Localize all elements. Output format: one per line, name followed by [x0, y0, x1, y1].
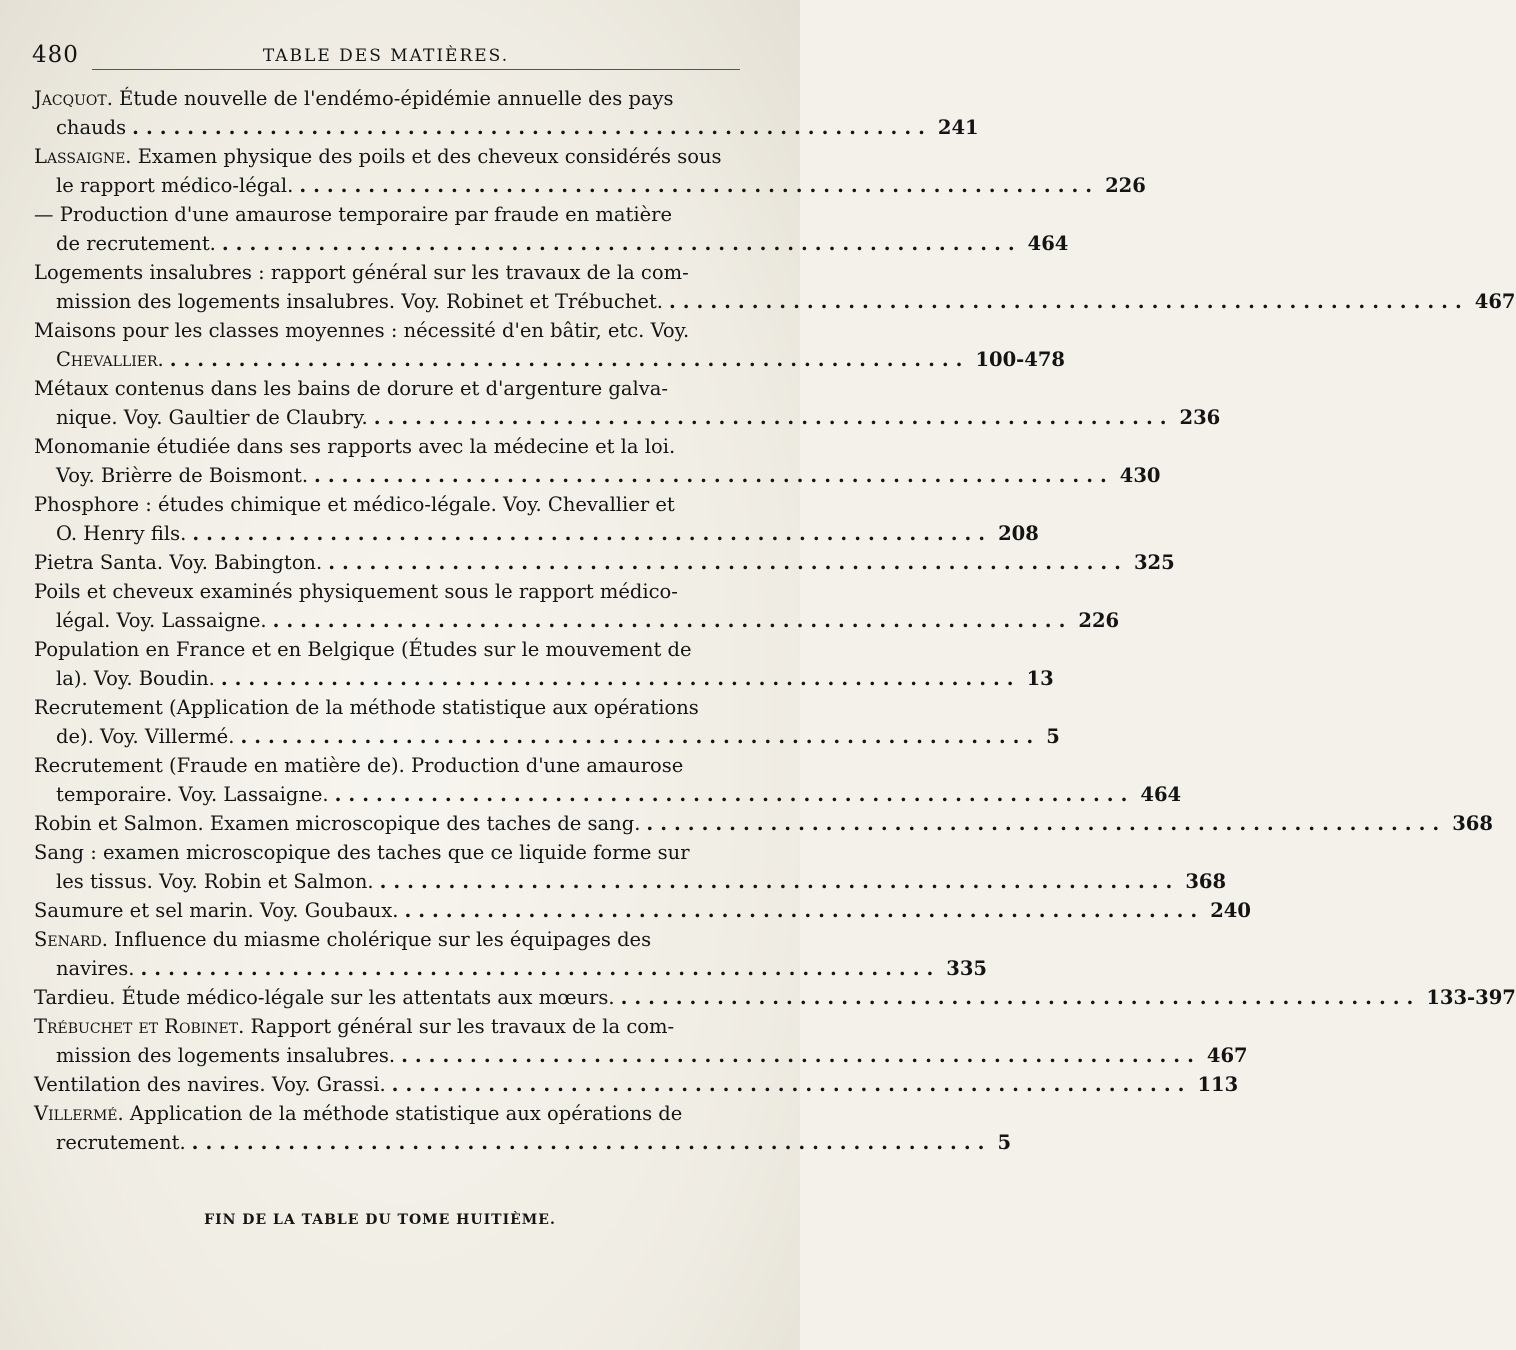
entry-head: Trébuchet et Robinet.: [34, 1015, 245, 1038]
dot-leader: ..........................................................: [620, 986, 1421, 1009]
entry-page: 368: [1185, 870, 1227, 893]
entry-text: Sang : examen microscopique des taches que ce liquide forme sur: [34, 841, 690, 864]
index-entry: [34, 200, 1069, 258]
index-entry: [34, 1070, 1239, 1099]
dot-leader: ..........................................................: [169, 348, 970, 371]
dot-leader: ..........................................................: [299, 174, 1100, 197]
index-entry: [34, 751, 1182, 809]
entry-page: 133-397: [1426, 986, 1516, 1009]
index-entry: [34, 896, 1251, 925]
dot-leader: ..........................................................: [314, 464, 1114, 487]
entry-page: 208: [998, 522, 1039, 545]
entry-page: 240: [1210, 899, 1251, 922]
dot-leader: ..........................................................: [373, 406, 1174, 429]
page-number: 480: [32, 42, 79, 68]
index-entry: [34, 838, 1227, 896]
entry-text-cont: Chevallier.: [56, 348, 164, 371]
entry-text-cont: temporaire. Voy. Lassaigne.: [56, 783, 329, 806]
entry-text: Rapport général sur les travaux de la com-: [244, 1015, 675, 1038]
entry-page: 241: [937, 116, 979, 139]
entry-page: 467: [1474, 290, 1516, 313]
entry-head: Lassaigne.: [34, 145, 132, 168]
entry-page: 226: [1105, 174, 1146, 197]
dot-leader: ..........................................................: [240, 725, 1041, 748]
entry-page: 325: [1133, 551, 1175, 574]
index-entry: [34, 548, 1175, 577]
dot-leader: ..........................................................: [404, 899, 1205, 922]
index-entry: [34, 577, 1120, 635]
index-entry: [34, 84, 979, 142]
running-title: TABLE DES MATIÈRES.: [262, 46, 510, 66]
entry-text: Recrutement (Application de la méthode statistique aux opérations: [34, 696, 699, 719]
entry-text: Poils et cheveux examinés physiquement sous le rapport médico-: [34, 580, 678, 603]
entry-text: Monomanie étudiée dans ses rapports avec la médecine et la loi.: [34, 435, 676, 458]
entry-text: Saumure et sel marin. Voy. Goubaux.: [34, 899, 399, 922]
index-entry: [34, 316, 1065, 374]
index-entry: [34, 693, 1060, 751]
index-entry: [34, 258, 1516, 316]
entry-text-cont: les tissus. Voy. Robin et Salmon.: [56, 870, 374, 893]
entry-text-cont: navires.: [56, 957, 135, 980]
entry-text: Robin et Salmon. Examen microscopique des taches de sang.: [34, 812, 641, 835]
dot-leader: ..........................................................: [140, 957, 941, 980]
entry-text-cont: mission des logements insalubres. Voy. Robinet et Trébuchet.: [56, 290, 663, 313]
dot-leader: ..........................................................: [668, 290, 1469, 313]
entry-head: Villermé.: [34, 1102, 124, 1125]
entry-page: 113: [1197, 1073, 1239, 1096]
index-entry: [34, 925, 987, 983]
entry-page: 464: [1027, 232, 1069, 255]
dot-leader: ..........................................................: [334, 783, 1135, 806]
entry-text: Tardieu. Étude médico-légale sur les attentats aux mœurs.: [34, 986, 615, 1009]
entry-page: 5: [1046, 725, 1060, 748]
entry-text: Phosphore : études chimique et médico-légale. Voy. Chevallier et: [34, 493, 675, 516]
entry-text: Pietra Santa. Voy. Babington.: [34, 551, 323, 574]
index-entry: [34, 983, 1516, 1012]
index-entry: [34, 635, 1054, 693]
entry-text-cont: légal. Voy. Lassaigne.: [56, 609, 267, 632]
dot-leader: ..........................................................: [272, 609, 1073, 632]
entry-page: 5: [997, 1131, 1012, 1154]
index-entry: [34, 809, 1493, 838]
entry-page: 368: [1452, 812, 1493, 835]
index-entry: [34, 490, 1039, 548]
entry-text-cont: chauds: [56, 116, 127, 139]
entry-text-cont: O. Henry fils.: [56, 522, 187, 545]
dot-leader: ..........................................................: [132, 116, 932, 139]
dot-leader: ..........................................................: [191, 1131, 992, 1154]
entry-head: Jacquot.: [34, 87, 113, 110]
entry-text: Examen physique des poils et des cheveux considérés sous: [131, 145, 722, 168]
entry-text: — Production d'une amaurose temporaire par fraude en matière: [34, 203, 673, 226]
entry-text-cont: de). Voy. Villermé.: [56, 725, 235, 748]
entry-page: 13: [1026, 667, 1054, 690]
entry-text: Influence du miasme cholérique sur les équipages des: [107, 928, 652, 951]
entry-page: 226: [1078, 609, 1120, 632]
closing-note: FIN DE LA TABLE DU TOME HUITIÈME.: [204, 1212, 556, 1228]
entry-text-cont: le rapport médico-légal.: [56, 174, 294, 197]
dot-leader: ..........................................................: [391, 1073, 1192, 1096]
index-entries: [34, 84, 1516, 1157]
index-entry: [34, 1099, 1012, 1157]
dot-leader: ..........................................................: [646, 812, 1447, 835]
header-rule: [92, 69, 740, 70]
entry-text: Maisons pour les classes moyennes : nécessité d'en bâtir, etc. Voy.: [34, 319, 690, 342]
entry-page: 335: [946, 957, 987, 980]
dot-leader: ..........................................................: [220, 667, 1021, 690]
entry-text-cont: recrutement.: [56, 1131, 186, 1154]
entry-text: Ventilation des navires. Voy. Grassi.: [34, 1073, 386, 1096]
dot-leader: ..........................................................: [401, 1044, 1201, 1067]
entry-text: Métaux contenus dans les bains de dorure et d'argenture galva-: [34, 377, 668, 400]
entry-page: 236: [1179, 406, 1221, 429]
entry-text: Application de la méthode statistique aux opérations de: [123, 1102, 683, 1125]
entry-text-cont: mission des logements insalubres.: [56, 1044, 396, 1067]
index-entry: [34, 1012, 1248, 1070]
entry-text: Recrutement (Fraude en matière de). Production d'une amaurose: [34, 754, 684, 777]
dot-leader: ..........................................................: [328, 551, 1128, 574]
entry-text: Étude nouvelle de l'endémo-épidémie annuelle des pays: [112, 87, 674, 110]
entry-page: 100-478: [975, 348, 1065, 371]
entry-page: 467: [1206, 1044, 1248, 1067]
entry-page: 430: [1119, 464, 1161, 487]
entry-text-cont: la). Voy. Boudin.: [56, 667, 215, 690]
index-entry: [34, 142, 1146, 200]
page-header: [32, 38, 740, 72]
entry-head: Senard.: [34, 928, 108, 951]
entry-text: Population en France et en Belgique (Études sur le mouvement de: [34, 638, 692, 661]
entry-page: 464: [1140, 783, 1182, 806]
entry-text: Logements insalubres : rapport général sur les travaux de la com-: [34, 261, 689, 284]
entry-text-cont: de recrutement.: [56, 232, 216, 255]
index-entry: [34, 432, 1161, 490]
entry-text-cont: Voy. Brièrre de Boismont.: [56, 464, 309, 487]
dot-leader: ..........................................................: [192, 522, 993, 545]
index-entry: [34, 374, 1221, 432]
dot-leader: ..........................................................: [221, 232, 1022, 255]
entry-text-cont: nique. Voy. Gaultier de Claubry.: [56, 406, 368, 429]
dot-leader: ..........................................................: [379, 870, 1180, 893]
